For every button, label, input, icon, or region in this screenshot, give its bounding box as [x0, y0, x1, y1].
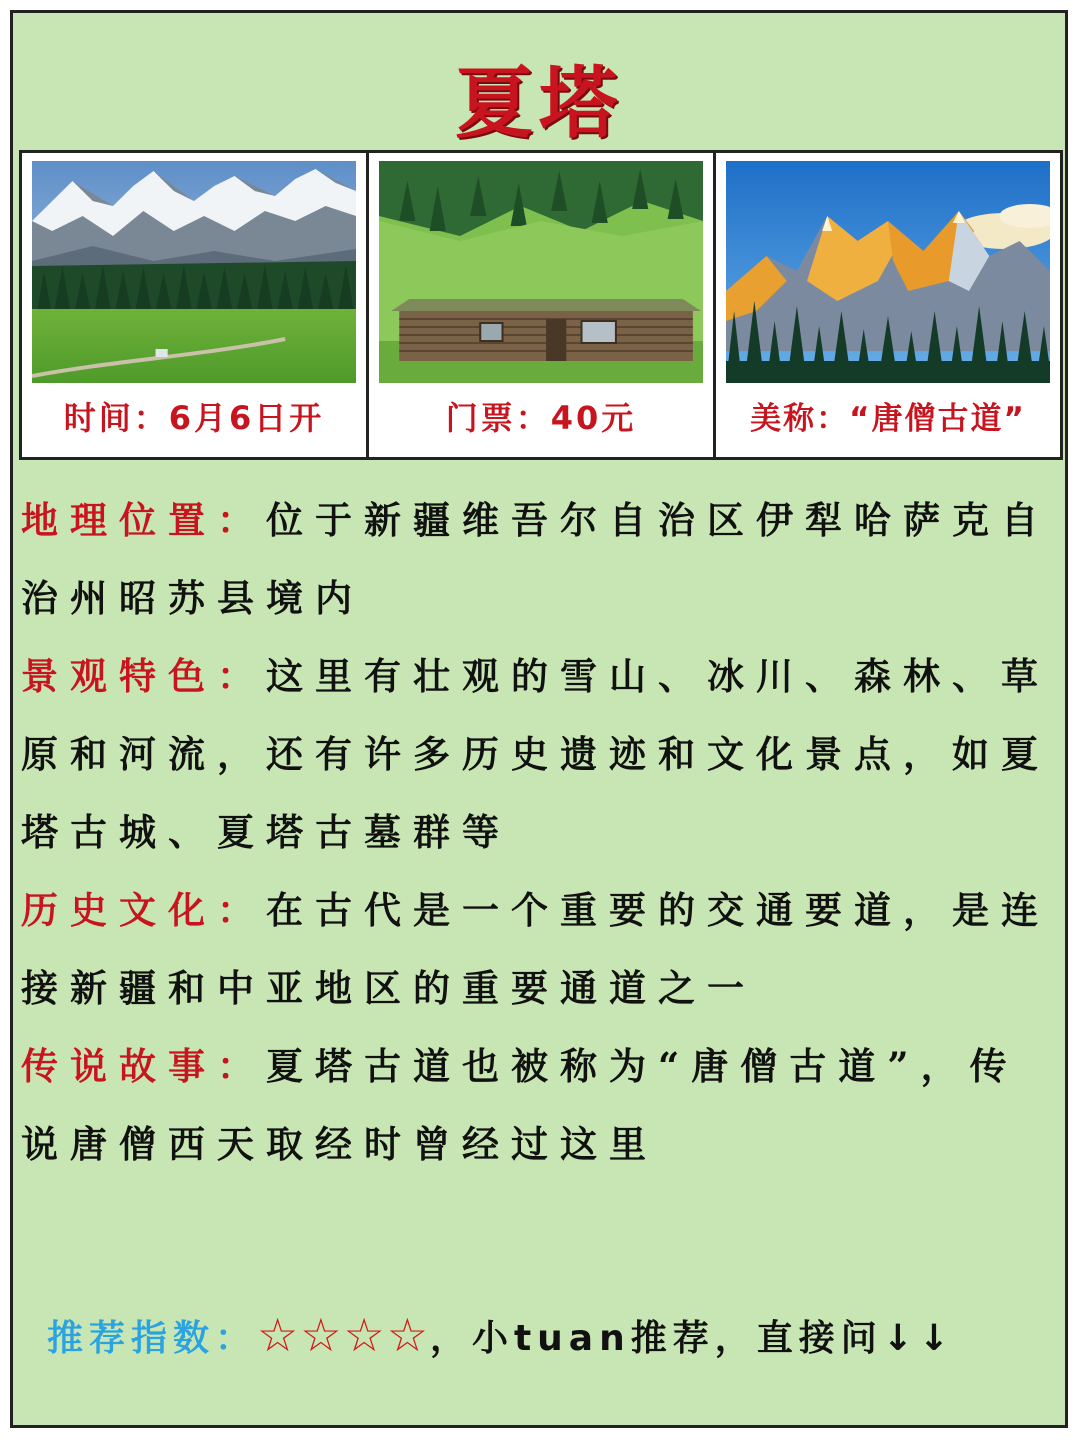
section-text: 夏塔古道也被称为“唐僧古道”，传说唐僧西天取经时曾经过这里: [21, 1044, 1019, 1166]
photo-log-cabin: [379, 161, 703, 383]
photo-snow-mountains: [32, 161, 356, 383]
star-rating-icon: ☆☆☆☆: [257, 1308, 430, 1362]
recommend-text: ，小tuan推荐，直接问↓↓: [429, 1317, 956, 1359]
section-text: 这里有壮观的雪山、冰川、森林、草原和河流，还有许多历史遗迹和文化景点，如夏塔古城、夏塔古墓群等: [21, 654, 1050, 854]
caption-nickname: 美称：“唐僧古道”: [750, 401, 1026, 437]
page-title: 夏塔: [454, 58, 623, 149]
section-text: 位于新疆维吾尔自治区伊犁哈萨克自治州昭苏县境内: [21, 498, 1050, 620]
caption-time: 时间：6月6日开: [63, 399, 325, 437]
recommend-label: 推荐指数：: [47, 1317, 258, 1359]
recommendation: [47, 1303, 1045, 1367]
photo-cards: [19, 150, 1063, 460]
photo-golden-peaks: [726, 161, 1050, 383]
section-label: 地理位置：: [21, 498, 266, 542]
section-landscape: [21, 637, 1055, 871]
card-ticket: [366, 150, 716, 460]
description: [21, 481, 1055, 1183]
section-location: [21, 481, 1055, 637]
card-time: [19, 150, 369, 460]
section-legend: [21, 1027, 1055, 1183]
card-nickname: [713, 150, 1063, 460]
section-label: 历史文化：: [21, 888, 266, 932]
section-history: [21, 871, 1055, 1027]
section-label: 传说故事：: [21, 1044, 266, 1088]
caption-ticket: 门票：40元: [445, 399, 637, 437]
section-label: 景观特色：: [21, 654, 266, 698]
section-text: 在古代是一个重要的交通要道，是连接新疆和中亚地区的重要通道之一: [21, 888, 1050, 1010]
poster: [10, 10, 1068, 1428]
